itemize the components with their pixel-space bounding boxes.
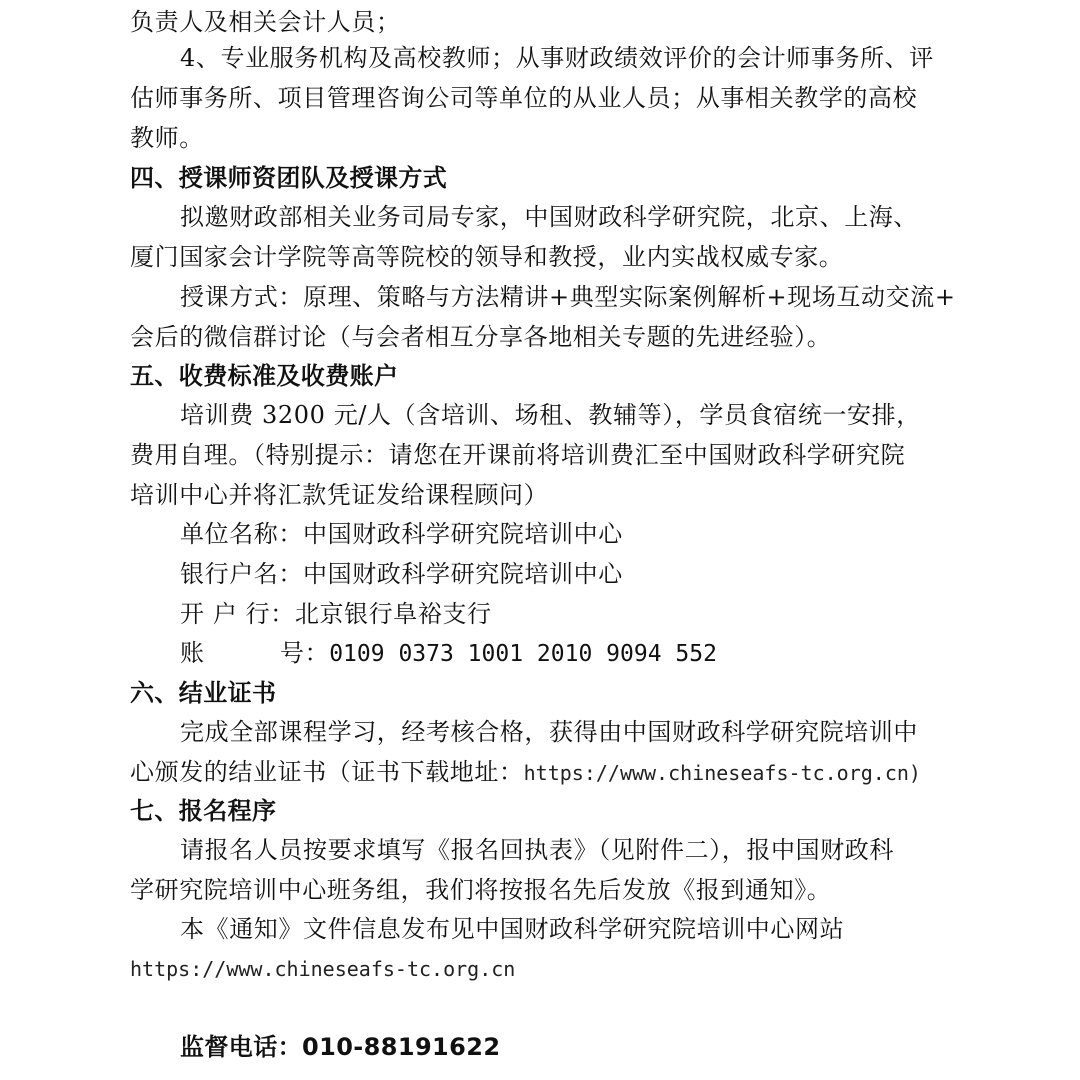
- account-number-line: [180, 633, 1080, 674]
- account-number: 0109 0373 1001 2010 9094 552: [329, 641, 717, 667]
- text-line: 负责人及相关会计人员；: [130, 8, 401, 36]
- site-link[interactable]: https://www.chineseafs-tc.org.cn: [130, 957, 516, 981]
- account-label-suffix: 号：: [280, 639, 330, 667]
- text-line: 4、专业服务机构及高校教师；从事财政绩效评价的会计师事务所、评: [180, 44, 934, 72]
- cert-line: [130, 752, 1080, 793]
- section-heading-6: 六、结业证书: [130, 679, 277, 707]
- text-line: 厦门国家会计学院等高等院校的领导和教授，业内实战权威专家。: [130, 243, 844, 271]
- text-line: 培训费 3200 元/人（含培训、场租、教辅等），学员食宿统一安排，: [180, 401, 921, 429]
- text-line: 完成全部课程学习，经考核合格，获得由中国财政科学研究院培训中: [180, 718, 918, 746]
- hotline-label: 监督电话：: [180, 1033, 302, 1061]
- account-bank-name: 银行户名：中国财政科学研究院培训中心: [180, 560, 623, 588]
- text-line: 拟邀财政部相关业务司局专家，中国财政科学研究院，北京、上海、: [180, 203, 918, 231]
- text-line: 估师事务所、项目管理咨询公司等单位的从业人员；从事相关教学的高校: [130, 84, 918, 112]
- text-line: 本《通知》文件信息发布见中国财政科学研究院培训中心网站: [180, 915, 845, 943]
- account-bank: 开 户 行：北京银行阜裕支行: [180, 600, 492, 628]
- text-line: 培训中心并将汇款凭证发给课程顾问）: [130, 481, 549, 509]
- text-line: 教师。: [130, 124, 204, 152]
- account-label: 账: [180, 639, 205, 667]
- text-line: 学研究院培训中心班务组，我们将按报名先后发放《报到通知》。: [130, 876, 832, 904]
- cert-download-link[interactable]: https://www.chineseafs-tc.org.cn): [523, 761, 921, 785]
- section-heading-4: 四、授课师资团队及授课方式: [130, 164, 448, 192]
- section-heading-5: 五、收费标准及收费账户: [130, 362, 399, 390]
- text-line: 会后的微信群讨论（与会者相互分享各地相关专题的先进经验）。: [130, 323, 832, 351]
- section-heading-7: 七、报名程序: [130, 797, 277, 825]
- account-unit-name: 单位名称：中国财政科学研究院培训中心: [180, 520, 623, 548]
- hotline-line: [180, 1027, 1080, 1067]
- text-line: 授课方式：原理、策略与方法精讲+典型实际案例解析+现场互动交流+: [180, 283, 956, 311]
- cert-text: 心颁发的结业证书（证书下载地址：: [130, 758, 524, 786]
- text-line: 请报名人员按要求填写《报名回执表》（见附件二），报中国财政科: [180, 836, 894, 864]
- hotline-number: 010-88191622: [302, 1033, 501, 1061]
- text-line: 费用自理。（特别提示：请您在开课前将培训费汇至中国财政科学研究院: [130, 441, 906, 469]
